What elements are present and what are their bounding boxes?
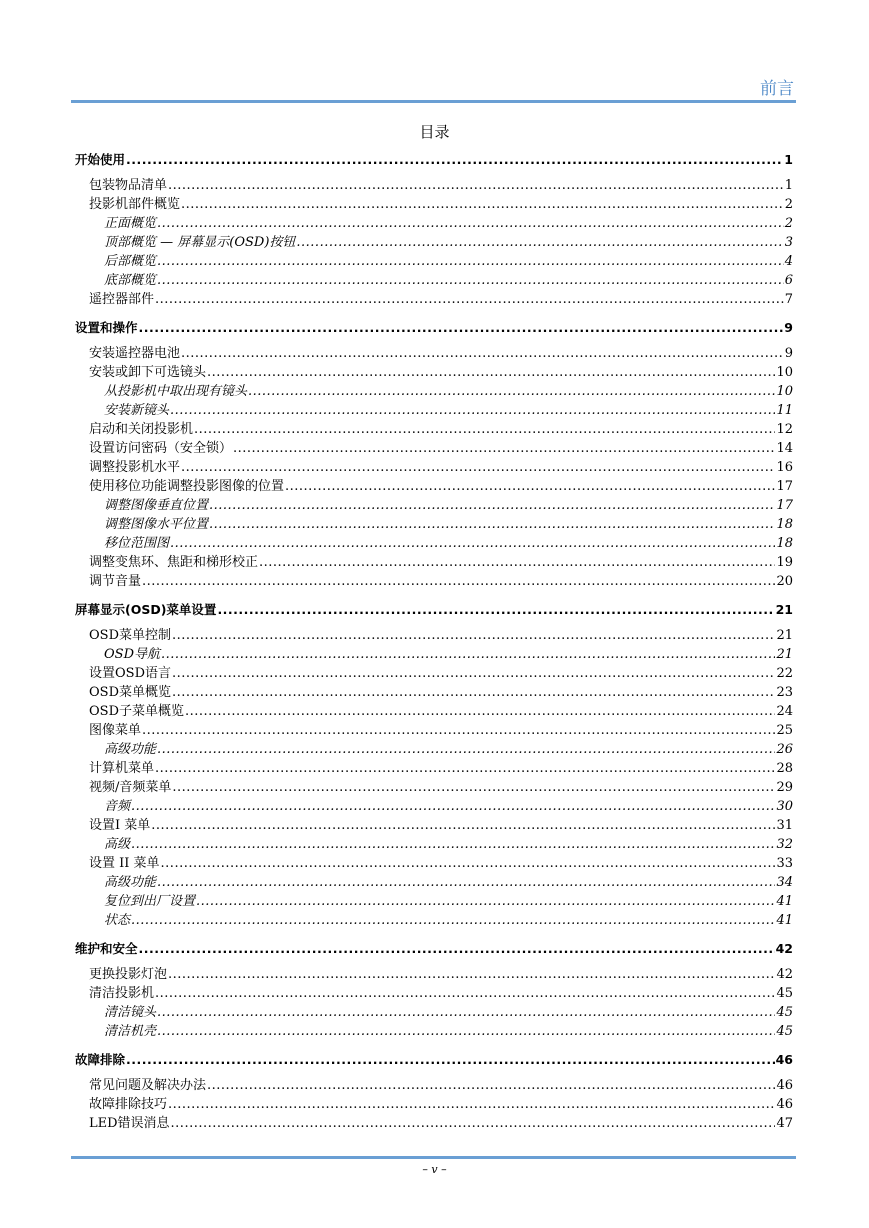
footer-page-number: – v – bbox=[422, 1163, 447, 1176]
toc-section-entry[interactable] bbox=[75, 477, 793, 496]
toc-entry-page: 23 bbox=[776, 685, 793, 700]
toc-entry-label: 顶部概览 — 屏幕显示(OSD)按钮 bbox=[104, 235, 296, 250]
toc-entry-label: 底部概览 bbox=[104, 273, 157, 288]
toc-entry-label: 计算机菜单 bbox=[89, 761, 155, 776]
toc-entry-label: OSD菜单控制 bbox=[89, 628, 171, 643]
toc-entry-label: 高级功能 bbox=[104, 875, 157, 890]
toc-entry-label: 启动和关闭投影机 bbox=[89, 422, 194, 437]
toc-section-entry[interactable] bbox=[75, 626, 793, 645]
dot-leader bbox=[168, 176, 784, 195]
toc-entry-label: 调节音量 bbox=[89, 574, 142, 589]
toc-entry-label: 故障排除 bbox=[75, 1052, 126, 1067]
dot-leader bbox=[248, 382, 775, 401]
toc-section-entry[interactable] bbox=[75, 1095, 793, 1114]
toc-subsection-entry[interactable] bbox=[75, 835, 793, 854]
toc-entry-page: 18 bbox=[776, 517, 793, 532]
dot-leader bbox=[157, 740, 775, 759]
toc-entry-label: 复位到出厂设置 bbox=[104, 894, 196, 909]
toc-entry-label: 常见问题及解决办法 bbox=[89, 1078, 207, 1093]
toc-entry-page: 42 bbox=[776, 967, 793, 982]
toc-section-entry[interactable] bbox=[75, 721, 793, 740]
toc-section-entry[interactable] bbox=[75, 778, 793, 797]
toc-entry-label: 安装或卸下可选镜头 bbox=[89, 365, 207, 380]
toc-entry-page: 46 bbox=[775, 1052, 793, 1067]
toc-entry-label: 设置 II 菜单 bbox=[89, 856, 160, 871]
toc-entry-page: 18 bbox=[776, 536, 793, 551]
toc-entry-label: 状态 bbox=[104, 913, 131, 928]
toc-entry-label: 设置OSD语言 bbox=[89, 666, 171, 681]
toc-entry-label: 清洁投影机 bbox=[89, 986, 155, 1001]
toc-section-entry[interactable] bbox=[75, 854, 793, 873]
toc-subsection-entry[interactable] bbox=[75, 401, 793, 420]
dot-leader bbox=[131, 911, 775, 930]
toc-entry-label: LED错误消息 bbox=[89, 1116, 170, 1131]
toc-section-entry[interactable] bbox=[75, 363, 793, 382]
toc-section-entry[interactable] bbox=[75, 683, 793, 702]
dot-leader bbox=[185, 702, 775, 721]
toc-entry-label: 音频 bbox=[104, 799, 131, 814]
toc-section-entry[interactable] bbox=[75, 702, 793, 721]
dot-leader bbox=[155, 984, 775, 1003]
toc-entry-label: 使用移位功能调整投影图像的位置 bbox=[89, 479, 285, 494]
toc-subsection-entry[interactable] bbox=[75, 645, 793, 664]
toc-subsection-entry[interactable] bbox=[75, 1003, 793, 1022]
toc-subsection-entry[interactable] bbox=[75, 740, 793, 759]
dot-leader bbox=[157, 271, 784, 290]
toc-entry-page: 47 bbox=[776, 1116, 793, 1131]
dot-leader bbox=[171, 1114, 776, 1133]
toc-entry-label: 安装遥控器电池 bbox=[89, 346, 181, 361]
dot-leader bbox=[285, 477, 775, 496]
toc-entry-page: 45 bbox=[776, 1024, 793, 1039]
dot-leader bbox=[296, 233, 783, 252]
toc-entry-page: 34 bbox=[776, 875, 793, 890]
toc-entry-label: 高级 bbox=[104, 837, 131, 852]
toc-subsection-entry[interactable] bbox=[75, 214, 793, 233]
toc-entry-label: 投影机部件概览 bbox=[89, 197, 181, 212]
dot-leader bbox=[217, 600, 774, 619]
dot-leader bbox=[181, 344, 784, 363]
dot-leader bbox=[168, 965, 775, 984]
toc-entry-page: 21 bbox=[776, 647, 793, 662]
toc-entry-label: 维护和安全 bbox=[75, 941, 138, 956]
toc-entry-page: 32 bbox=[776, 837, 793, 852]
toc-entry-label: 图像菜单 bbox=[89, 723, 142, 738]
dot-leader bbox=[131, 797, 775, 816]
dot-leader bbox=[170, 534, 775, 553]
toc-entry-label: 屏幕显示(OSD)菜单设置 bbox=[75, 602, 217, 617]
dot-leader bbox=[151, 816, 775, 835]
dot-leader bbox=[126, 150, 783, 169]
footer-rule bbox=[71, 1156, 796, 1159]
toc-entry-label: 正面概览 bbox=[104, 216, 157, 231]
toc-section-entry[interactable] bbox=[75, 664, 793, 683]
toc-section-entry[interactable] bbox=[75, 816, 793, 835]
toc-entry-page: 20 bbox=[776, 574, 793, 589]
toc-entry-label: OSD子菜单概览 bbox=[89, 704, 184, 719]
dot-leader bbox=[139, 939, 775, 958]
dot-leader bbox=[207, 1076, 775, 1095]
toc-entry-label: 设置和操作 bbox=[75, 320, 138, 335]
dot-leader bbox=[139, 318, 784, 337]
toc-subsection-entry[interactable] bbox=[75, 1022, 793, 1041]
toc-entry-label: 设置I 菜单 bbox=[89, 818, 151, 833]
toc-chapter-entry[interactable] bbox=[75, 318, 793, 337]
dot-leader bbox=[259, 553, 775, 572]
toc-entry-page: 30 bbox=[776, 799, 793, 814]
toc-entry-page: 2 bbox=[784, 216, 793, 231]
dot-leader bbox=[172, 626, 775, 645]
toc-entry-label: 清洁镜头 bbox=[104, 1005, 157, 1020]
toc-subsection-entry[interactable] bbox=[75, 271, 793, 290]
toc-entry-page: 31 bbox=[776, 818, 793, 833]
dot-leader bbox=[181, 195, 784, 214]
toc-subsection-entry[interactable] bbox=[75, 515, 793, 534]
toc-subsection-entry[interactable] bbox=[75, 534, 793, 553]
header-rule bbox=[71, 100, 796, 103]
dot-leader bbox=[209, 496, 775, 515]
toc-entry-page: 45 bbox=[776, 1005, 793, 1020]
toc-entry-label: 包装物品清单 bbox=[89, 178, 168, 193]
toc-subsection-entry[interactable] bbox=[75, 911, 793, 930]
toc-entry-page: 21 bbox=[776, 628, 793, 643]
toc-entry-label: 安装新镜头 bbox=[104, 403, 170, 418]
toc-entry-page: 6 bbox=[784, 273, 793, 288]
dot-leader bbox=[157, 1022, 775, 1041]
dot-leader bbox=[157, 252, 784, 271]
running-header-title: 前言 bbox=[760, 79, 794, 99]
toc-entry-page: 3 bbox=[784, 235, 793, 250]
dot-leader bbox=[131, 835, 775, 854]
dot-leader bbox=[157, 214, 784, 233]
dot-leader bbox=[155, 290, 784, 309]
toc-entry-page: 33 bbox=[776, 856, 793, 871]
toc-entry-page: 22 bbox=[776, 666, 793, 681]
toc-entry-page: 26 bbox=[776, 742, 793, 757]
toc-section-entry[interactable] bbox=[75, 965, 793, 984]
toc-entry-page: 4 bbox=[784, 254, 793, 269]
toc-section-entry[interactable] bbox=[75, 759, 793, 778]
toc-section-entry[interactable] bbox=[75, 439, 793, 458]
toc-entry-label: 调整投影机水平 bbox=[89, 460, 181, 475]
toc-entry-label: 高级功能 bbox=[104, 742, 157, 757]
dot-leader bbox=[181, 458, 775, 477]
toc-entry-label: 故障排除技巧 bbox=[89, 1097, 168, 1112]
toc-subsection-entry[interactable] bbox=[75, 496, 793, 515]
toc-entry-page: 19 bbox=[776, 555, 793, 570]
toc-entry-page: 42 bbox=[775, 941, 793, 956]
toc-entry-page: 11 bbox=[776, 403, 793, 418]
dot-leader bbox=[161, 645, 775, 664]
dot-leader bbox=[155, 759, 775, 778]
toc-section-entry[interactable] bbox=[75, 984, 793, 1003]
toc-section-entry[interactable] bbox=[75, 176, 793, 195]
toc-entry-label: 更换投影灯泡 bbox=[89, 967, 168, 982]
toc-entry-page: 41 bbox=[776, 894, 793, 909]
toc-section-entry[interactable] bbox=[75, 290, 793, 309]
toc-section-entry[interactable] bbox=[75, 344, 793, 363]
toc-subsection-entry[interactable] bbox=[75, 252, 793, 271]
toc-chapter-entry[interactable] bbox=[75, 1050, 793, 1069]
toc-subsection-entry[interactable] bbox=[75, 873, 793, 892]
toc-entry-page: 17 bbox=[776, 498, 793, 513]
dot-leader bbox=[126, 1050, 775, 1069]
dot-leader bbox=[142, 721, 775, 740]
dot-leader bbox=[142, 572, 775, 591]
toc-entry-page: 25 bbox=[776, 723, 793, 738]
toc-entry-page: 10 bbox=[776, 365, 793, 380]
toc-entry-page: 2 bbox=[784, 197, 793, 212]
toc-entry-label: 遥控器部件 bbox=[89, 292, 155, 307]
toc-entry-label: 调整图像垂直位置 bbox=[104, 498, 209, 513]
toc-entry-label: 调整图像水平位置 bbox=[104, 517, 209, 532]
toc-section-entry[interactable] bbox=[75, 420, 793, 439]
toc-entry-label: 后部概览 bbox=[104, 254, 157, 269]
toc-entry-page: 7 bbox=[784, 292, 793, 307]
toc-entry-page: 28 bbox=[776, 761, 793, 776]
toc-section-entry[interactable] bbox=[75, 572, 793, 591]
toc-entry-page: 9 bbox=[784, 320, 793, 335]
toc-entry-page: 45 bbox=[776, 986, 793, 1001]
dot-leader bbox=[161, 854, 776, 873]
toc-entry-page: 16 bbox=[776, 460, 793, 475]
dot-leader bbox=[172, 778, 775, 797]
dot-leader bbox=[157, 873, 775, 892]
toc-entry-page: 24 bbox=[776, 704, 793, 719]
toc-entry-page: 46 bbox=[776, 1078, 793, 1093]
toc-section-entry[interactable] bbox=[75, 1076, 793, 1095]
toc-entry-label: OSD菜单概览 bbox=[89, 685, 171, 700]
dot-leader bbox=[233, 439, 775, 458]
toc-entry-label: 设置访问密码（安全锁） bbox=[89, 441, 233, 456]
dot-leader bbox=[157, 1003, 775, 1022]
toc-subsection-entry[interactable] bbox=[75, 797, 793, 816]
toc-entry-page: 10 bbox=[776, 384, 793, 399]
toc-entry-page: 12 bbox=[776, 422, 793, 437]
toc-subsection-entry[interactable] bbox=[75, 382, 793, 401]
toc-entry-label: 移位范围图 bbox=[104, 536, 170, 551]
toc-subsection-entry[interactable] bbox=[75, 892, 793, 911]
toc-entry-label: 调整变焦环、焦距和梯形校正 bbox=[89, 555, 259, 570]
toc-entry-page: 21 bbox=[775, 602, 793, 617]
toc-entry-page: 1 bbox=[784, 152, 793, 167]
toc-entry-page: 14 bbox=[776, 441, 793, 456]
dot-leader bbox=[196, 892, 775, 911]
toc-section-entry[interactable] bbox=[75, 1114, 793, 1133]
table-of-contents bbox=[75, 150, 793, 1133]
toc-entry-page: 17 bbox=[776, 479, 793, 494]
toc-entry-label: 视频/音频菜单 bbox=[89, 780, 172, 795]
toc-chapter-entry[interactable] bbox=[75, 150, 793, 169]
dot-leader bbox=[168, 1095, 775, 1114]
toc-entry-page: 41 bbox=[776, 913, 793, 928]
toc-entry-label: 开始使用 bbox=[75, 152, 126, 167]
toc-entry-page: 9 bbox=[784, 346, 793, 361]
toc-entry-page: 1 bbox=[784, 178, 793, 193]
toc-section-entry[interactable] bbox=[75, 553, 793, 572]
dot-leader bbox=[172, 664, 775, 683]
dot-leader bbox=[172, 683, 775, 702]
toc-entry-label: 从投影机中取出现有镜头 bbox=[104, 384, 248, 399]
dot-leader bbox=[170, 401, 775, 420]
toc-section-entry[interactable] bbox=[75, 458, 793, 477]
toc-subsection-entry[interactable] bbox=[75, 233, 793, 252]
toc-entry-label: 清洁机壳 bbox=[104, 1024, 157, 1039]
toc-chapter-entry[interactable] bbox=[75, 939, 793, 958]
dot-leader bbox=[209, 515, 775, 534]
toc-heading: 目录 bbox=[419, 123, 450, 141]
toc-entry-page: 29 bbox=[776, 780, 793, 795]
toc-section-entry[interactable] bbox=[75, 195, 793, 214]
dot-leader bbox=[194, 420, 775, 439]
toc-chapter-entry[interactable] bbox=[75, 600, 793, 619]
dot-leader bbox=[207, 363, 775, 382]
toc-entry-page: 46 bbox=[776, 1097, 793, 1112]
toc-entry-label: OSD导航 bbox=[104, 647, 160, 662]
